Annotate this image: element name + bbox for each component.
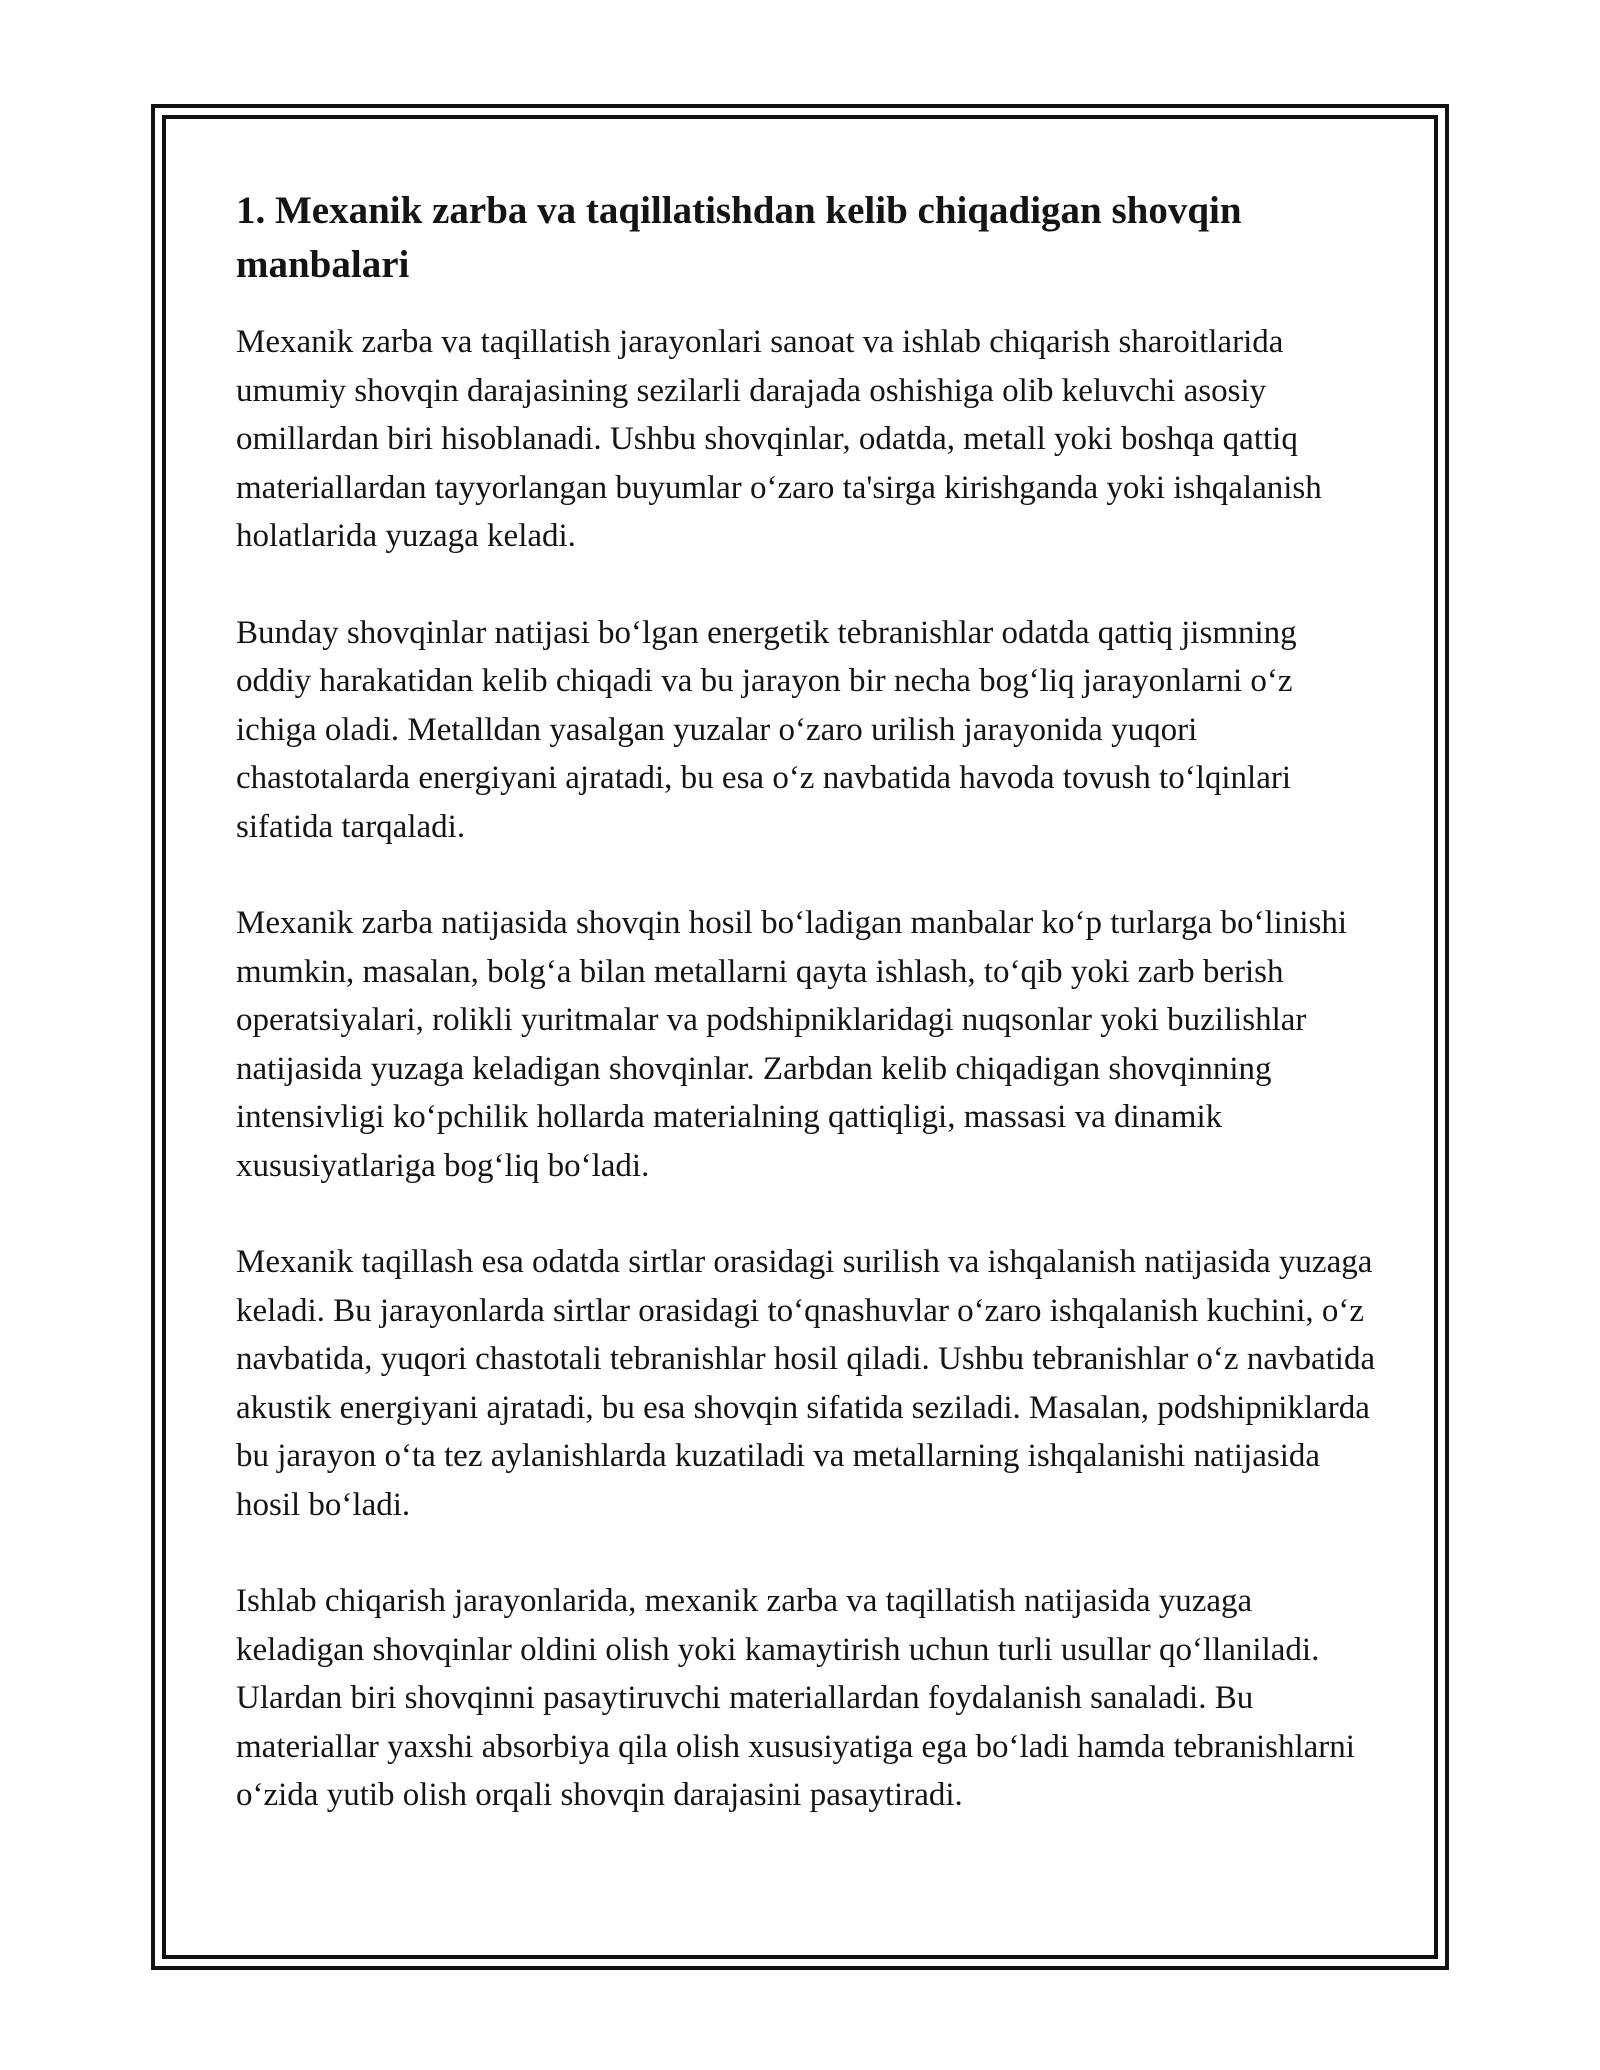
paragraph-1: Mexanik zarba va taqillatish jarayonlari sanoat va ishlab chiqarish sharoitlarida umumiy shovqin darajasining sezilarli darajada oshishiga olib keluvchi asosiy omillardan biri hisoblanadi. Ushbu shovqinlar, odatda, metall yoki boshqa qattiq materiallardan tayyorlangan buyumlar o‘zaro ta'sirga kirishganda yoki ishqalanish holatlarida yuzaga keladi. [236,324,1322,554]
paragraph-4: Mexanik taqillash esa odatda sirtlar orasidagi surilish va ishqalanish natijasida yuzaga keladi. Bu jarayonlarda sirtlar orasidagi to‘qnashuvlar o‘zaro ishqalanish kuchini, o‘z navbatida, yuqori chastotali tebranishlar hosil qiladi. Ushbu tebranishlar o‘z navbatida akustik energiyani ajratadi, bu esa shovqin sifatida seziladi. Masalan, podshipniklarda bu jarayon o‘ta tez aylanishlarda kuzatiladi va metallarning ishqalanishi natijasida hosil bo‘ladi. [236,1244,1376,1523]
section-heading: 1. Mexanik zarba va taqillatishdan kelib chiqadigan shovqin manbalari [236,189,1242,286]
document-body [236,184,1376,1868]
paragraph-2: Bunday shovqinlar natijasi bo‘lgan energetik tebranishlar odatda qattiq jismning oddiy harakatidan kelib chiqadi va bu jarayon bir necha bog‘liq jarayonlarni o‘z ichiga oladi. Metalldan yasalgan yuzalar o‘zaro urilish jarayonida yuqori chastotalarda energiyani ajratadi, bu esa o‘z navbatida havoda tovush to‘lqinlari sifatida tarqaladi. [236,614,1297,845]
paragraph-3: Mexanik zarba natijasida shovqin hosil bo‘ladigan manbalar ko‘p turlarga bo‘linishi mumkin, masalan, bolg‘a bilan metallarni qayta ishlash, to‘qib yoki zarb berish operatsiyalari, rolikli yuritmalar va podshipniklaridagi nuqsonlar yoki buzilishlar natijasida yuzaga keladigan shovqinlar. Zarbdan kelib chiqadigan shovqinning intensivligi ko‘pchilik hollarda materialning qattiqligi, massasi va dinamik xususiyatlariga bog‘liq bo‘ladi. [236,905,1348,1184]
paragraph-5: Ishlab chiqarish jarayonlarida, mexanik zarba va taqillatish natijasida yuzaga keladigan shovqinlar oldini olish yoki kamaytirish uchun turli usullar qo‘llaniladi. Ulardan biri shovqinni pasaytiruvchi materiallardan foydalanish sanaladi. Bu materiallar yaxshi absorbiya qila olish xususiyatiga ega bo‘ladi hamda tebranishlarni o‘zida yutib olish orqali shovqin darajasini pasaytiradi. [236,1583,1355,1813]
